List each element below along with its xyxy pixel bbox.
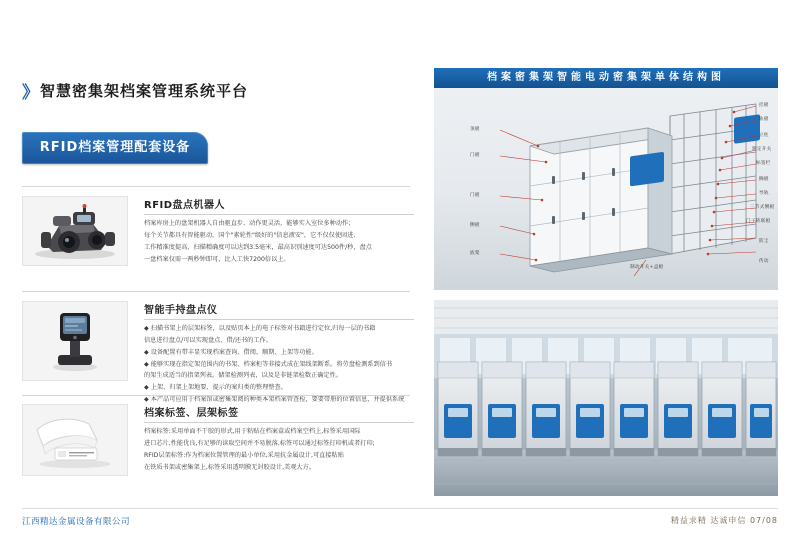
product-name: RFID盘点机器人 [144, 196, 414, 215]
desc-line: ◆ 本产品可应用于档案馆或密集架阅的种类本架档案管查检，要要带册的位置信息，并提供系统 [144, 396, 405, 404]
divider [22, 395, 410, 396]
product-description [144, 324, 414, 406]
divider [22, 186, 410, 187]
callout-label: 锁定开关 [752, 147, 772, 152]
footer-company: 江西精达金属设备有限公司 [22, 517, 131, 527]
product-text [144, 301, 414, 407]
desc-line: ◆ 设备配置有带丰显实现档案查询、借阅、顺期、上架等功能。 [144, 348, 318, 356]
callout-label: 导轨 [759, 191, 769, 196]
page-title [22, 78, 248, 103]
diagram-title: 档案密集架智能电动密集架单体结构图 [434, 68, 778, 88]
archive-room-illustration [434, 300, 778, 496]
shelving-structure-diagram [434, 68, 778, 290]
diagram-drawing [434, 88, 778, 290]
callout-label: 顶板 [470, 127, 480, 132]
desc-line: 档案库房上的盘架机器人自由驱直步、动作更灵活，能够实入室位多种动作； [144, 220, 355, 227]
callout-label: 门板 [470, 193, 480, 198]
desc-line: 档案标签:采用单面不干胶的形式,用于粘贴在档案盒或档案空档上,标签采用国际 [144, 428, 361, 435]
callout-label: 防尘 [759, 239, 769, 244]
callout-label: 挂板 [759, 103, 769, 108]
callout-label: 立柱 [759, 133, 769, 138]
desc-line: 在铁质书架或密集架上,标签采用透明膜无封胶设计,美观大方。 [144, 463, 315, 471]
callout-label-bottom: 制动开关+盒板 [630, 265, 664, 270]
callout-label: 侧板 [470, 223, 480, 228]
desc-line: 一盘档案仅需一两秒钟即可，比人工快7200倍以上。 [144, 255, 290, 263]
right-column [434, 0, 800, 546]
divider [22, 291, 410, 292]
product-description [144, 219, 414, 265]
desc-line: ◆ 上架、归架上架地要、提示的案归类的整理整查。 [144, 384, 287, 392]
footer-slogan: 精益求精 达诚申信 07/08 [670, 516, 778, 525]
callout-label: 底架 [470, 251, 480, 256]
desc-line: 信息进行盘点/可以实现盘点、借/还书的工作。 [144, 336, 272, 344]
callout-label: 三节式侧板 [750, 205, 775, 210]
callout-label: 门子转联板 [746, 219, 771, 224]
desc-line: 每个关节都具有智能驱动，国个"素轮性"级好的"信息液安"，它不仅仅使固进、 [144, 231, 360, 239]
product-name: 档案标签、层架标签 [144, 404, 414, 423]
desc-line: ◆ 能够实现在指定架范围内的书架、档案柜等非接式成在架线架断系。将劳盘检测系到信书 [144, 360, 393, 368]
callout-label: 标签栏 [756, 161, 771, 166]
rfid-inventory-robot-photo [22, 196, 128, 266]
label-roll-illustration [27, 410, 123, 470]
archive-room-mobile-shelving-photo [434, 300, 778, 496]
section-banner [22, 132, 208, 164]
archive-tag-label-roll-photo [22, 404, 128, 476]
handheld-scanner-illustration [40, 309, 110, 373]
desc-line: RFID层架标签:作为档案位置管理的最小单位,采用抗金属设计,可直接粘贴 [144, 451, 344, 459]
desc-line: 的架生成适当的指架列表。储架检测列表，以及是非链架检数正确定性。 [144, 372, 342, 380]
section-banner-label: RFID档案管理配套设备 [39, 140, 191, 155]
chevron-right-icon: 》 [22, 83, 37, 103]
product-text [144, 404, 414, 474]
handheld-inventory-scanner-photo [22, 301, 128, 381]
robot-illustration [29, 202, 121, 260]
page-title-text: 智慧密集架档案管理系统平台 [40, 82, 249, 100]
callout-label: 传动 [759, 259, 769, 264]
product-item [22, 196, 414, 276]
callout-label: 门板 [470, 153, 480, 158]
desc-line: ◆ 扫描书架上的层架标签，以及贴页本上的电子标签对书籍进行定位,归每一层的书籍 [144, 325, 376, 332]
product-item [22, 301, 414, 404]
footer-divider [22, 508, 778, 509]
product-text [144, 196, 414, 266]
product-name: 智能手持盘点仪 [144, 301, 414, 320]
callout-label: 搁板 [759, 177, 769, 182]
desc-line: 工作精准度提高，扫描精确度可以达到3.5毫米，最高识别速度可达500件/秒，盘点 [144, 243, 372, 251]
product-description [144, 427, 414, 473]
desc-line: 进口芯片,性能优良,有足够的读取空间并不易脱落,标签可以通过标签打印机或者打印; [144, 439, 375, 447]
callout-label: 轨板 [759, 117, 769, 122]
product-item [22, 404, 414, 484]
